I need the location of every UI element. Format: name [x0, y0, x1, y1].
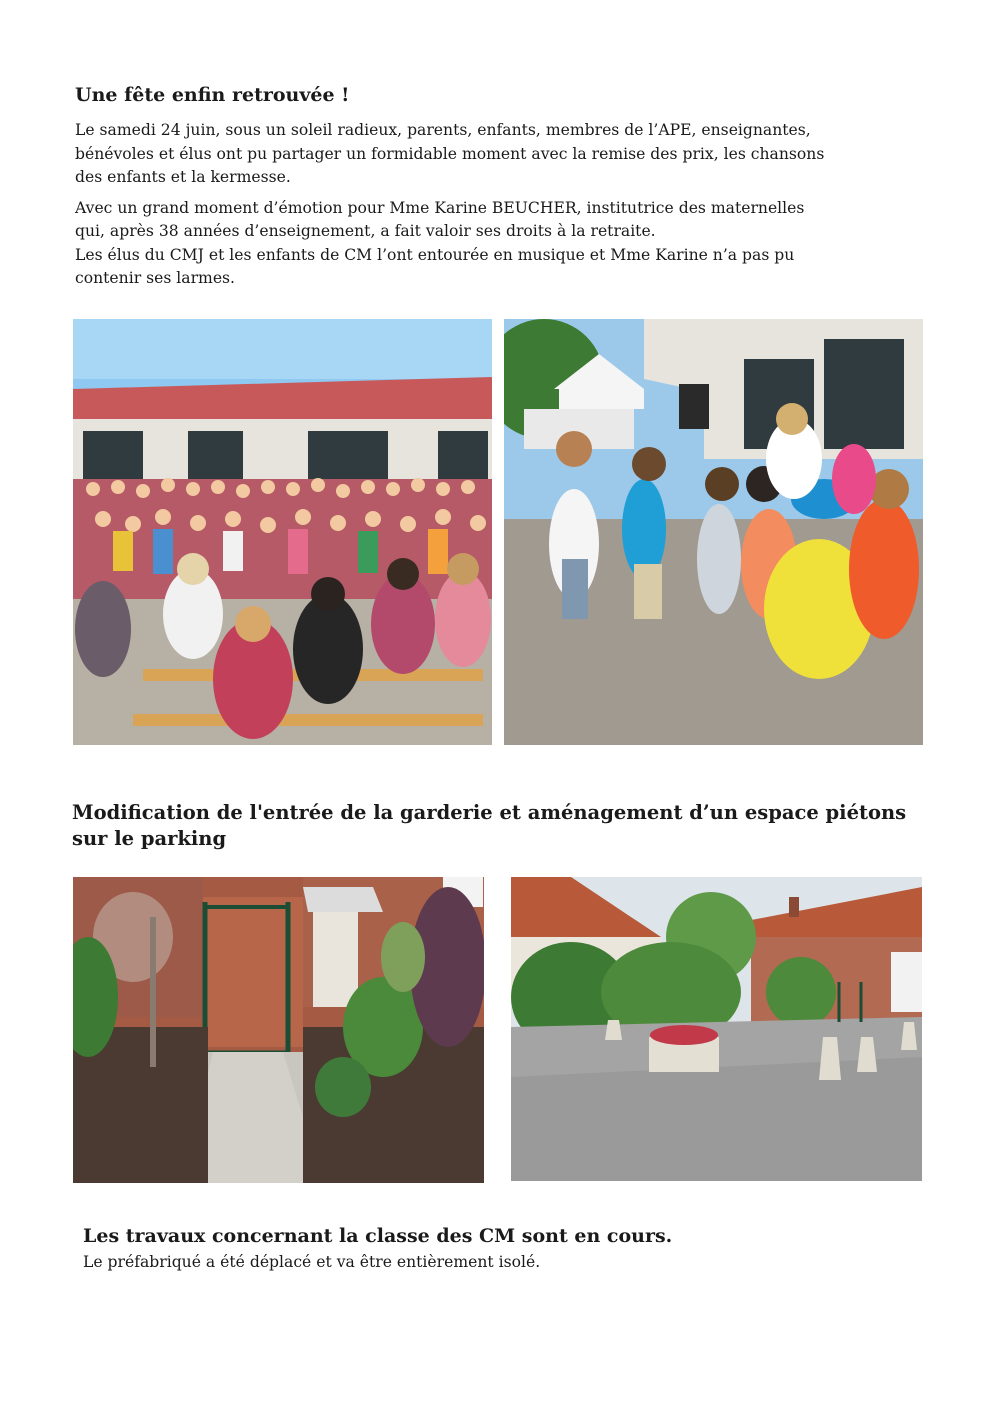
section-title-garderie: [72, 800, 952, 852]
text-line: qui, après 38 années d’enseignement, a fait valoir ses droits à la retraite.: [75, 222, 656, 240]
section-title-fete: Une fête enfin retrouvée !: [75, 84, 350, 106]
photo-parking-espace: [511, 877, 922, 1181]
section-body-fete: [75, 119, 925, 291]
title-line: sur le parking: [72, 827, 227, 850]
paragraph-cmj: [75, 244, 925, 291]
text-line: Avec un grand moment d’émotion pour Mme Karine BEUCHER, institutrice des maternelles: [75, 198, 805, 217]
section-body-travaux: Le préfabriqué a été déplacé et va être entièrement isolé.: [83, 1253, 541, 1271]
section-title-travaux: Les travaux concernant la classe des CM sont en cours.: [83, 1225, 673, 1247]
photo-garderie-gate: [73, 877, 484, 1183]
text-line: des enfants et la kermesse.: [75, 168, 291, 186]
text-line: bénévoles et élus ont pu partager un formidable moment avec la remise des prix, les chansons: [75, 144, 825, 163]
text-line: contenir ses larmes.: [75, 269, 236, 287]
title-line: Modification de l'entrée de la garderie et aménagement d’un espace piétons: [72, 801, 907, 824]
photo-fete-dance: [504, 319, 923, 745]
photo-fete-crowd: [73, 319, 492, 745]
paragraph-fete-intro: [75, 119, 925, 190]
text-line: Les élus du CMJ et les enfants de CM l’ont entourée en musique et Mme Karine n’a pas pu: [75, 245, 795, 264]
paragraph-retraite: [75, 197, 925, 244]
text-line: Le samedi 24 juin, sous un soleil radieux, parents, enfants, membres de l’APE, enseignantes,: [75, 121, 811, 139]
